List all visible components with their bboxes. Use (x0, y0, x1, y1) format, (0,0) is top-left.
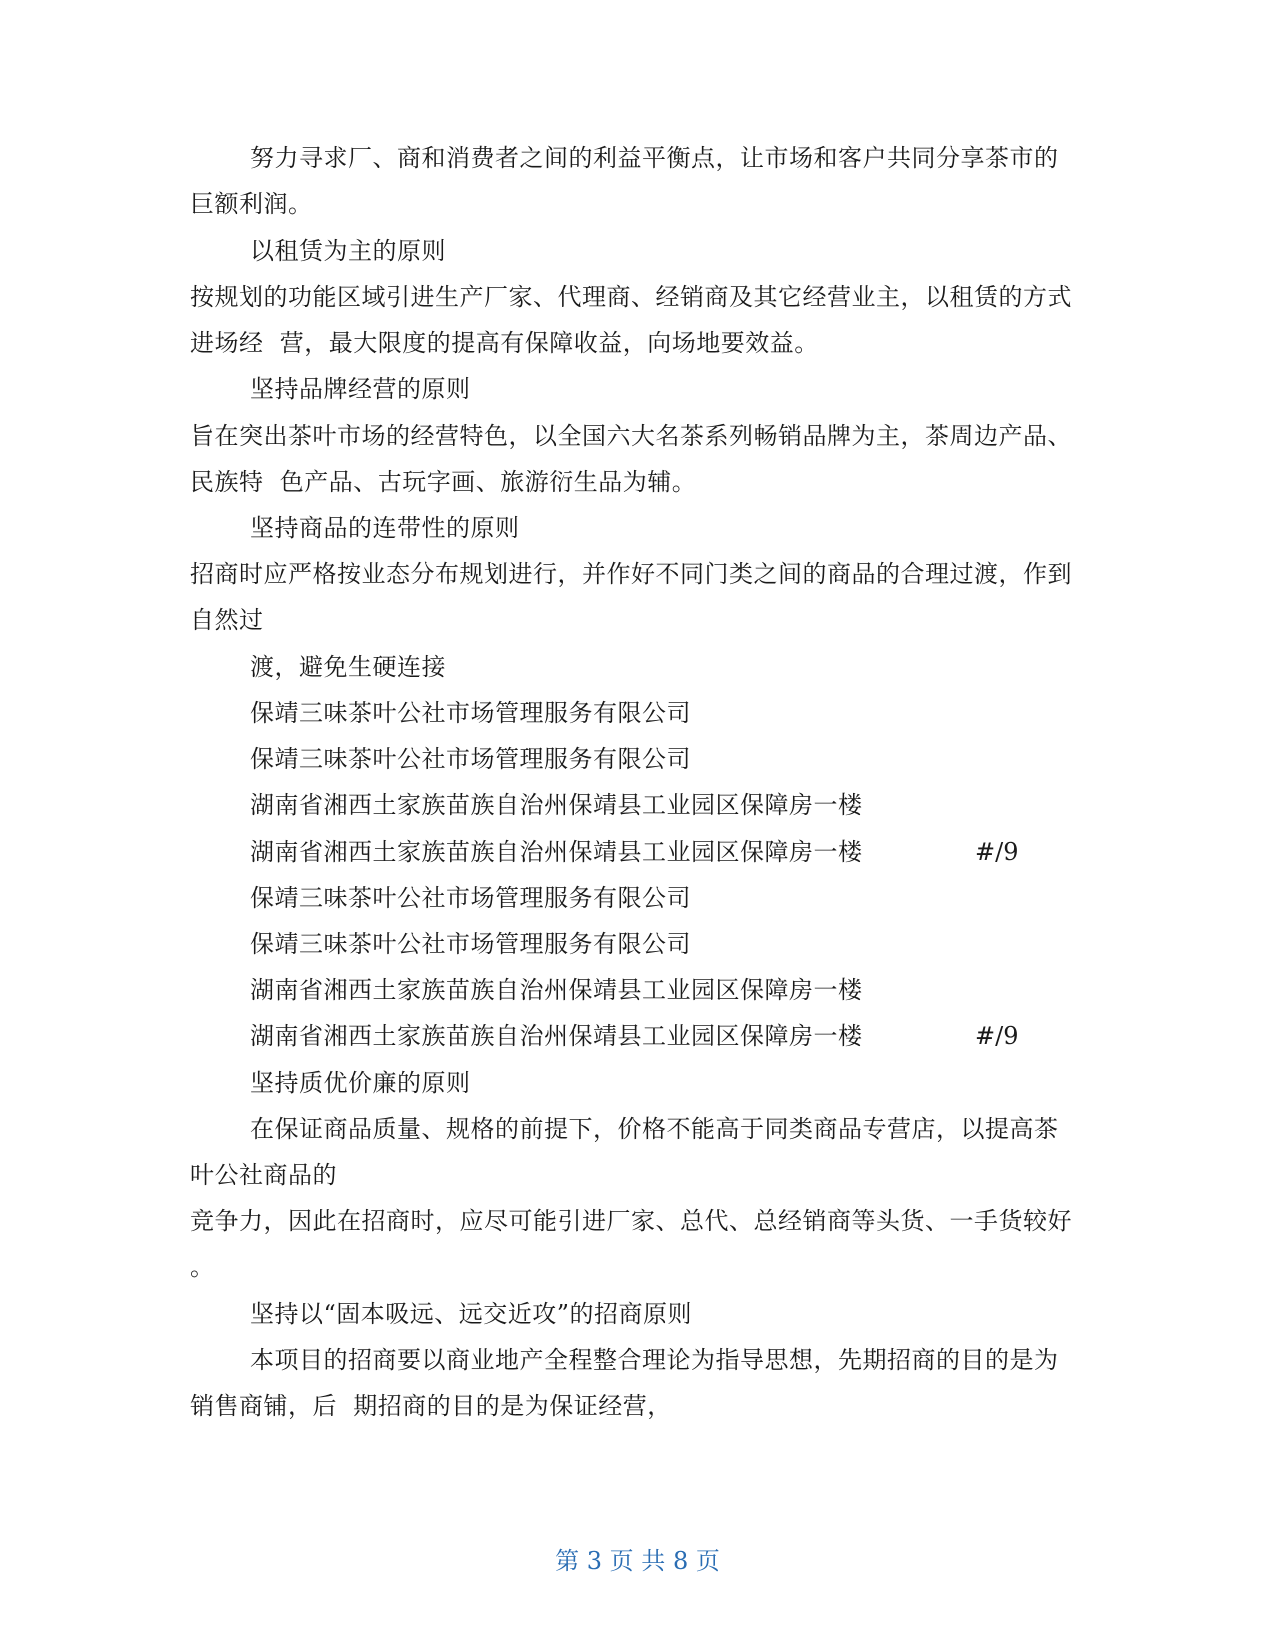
section-heading: 坚持以“固本吸远、远交近攻”的招商原则 (250, 1300, 693, 1328)
section-heading: 坚持质优价廉的原则 (250, 1069, 471, 1097)
paragraph-line: 。 (190, 1253, 215, 1281)
paragraph-line: 努力寻求厂、商和消费者之间的利益平衡点，让市场和客户共同分享茶市的 (250, 144, 1059, 172)
paragraph-line: 在保证商品质量、规格的前提下，价格不能高于同类商品专营店，以提高茶 (250, 1115, 1059, 1143)
section-heading: 坚持品牌经营的原则 (250, 375, 471, 403)
company-name-line: 保靖三味茶叶公社市场管理服务有限公司 (250, 745, 691, 773)
paragraph-line: 巨额利润。 (190, 190, 313, 218)
paragraph-line: 本项目的招商要以商业地产全程整合理论为指导思想，先期招商的目的是为 (250, 1346, 1059, 1374)
section-heading: 以租赁为主的原则 (250, 237, 446, 265)
page-number-footer: 第 3 页 共 8 页 (555, 1547, 720, 1575)
company-name-line: 保靖三味茶叶公社市场管理服务有限公司 (250, 699, 691, 727)
paragraph-line: 渡，避免生硬连接 (250, 653, 446, 681)
company-name-line: 保靖三味茶叶公社市场管理服务有限公司 (250, 884, 691, 912)
paragraph-line: 竞争力，因此在招商时，应尽可能引进厂家、总代、总经销商等头货、一手货较好 (190, 1207, 1072, 1235)
address-line: 湖南省湘西土家族苗族自治州保靖县工业园区保障房一楼 (250, 791, 863, 819)
paragraph-line: 民族特 色产品、古玩字画、旅游衍生品为辅。 (190, 468, 697, 496)
address-line: 湖南省湘西土家族苗族自治州保靖县工业园区保障房一楼 (250, 1022, 863, 1050)
paragraph-line: 自然过 (190, 606, 264, 634)
paragraph-line: 进场经 营，最大限度的提高有保障收益，向场地要效益。 (190, 329, 819, 357)
section-heading: 坚持商品的连带性的原则 (250, 514, 520, 542)
company-name-line: 保靖三味茶叶公社市场管理服务有限公司 (250, 930, 691, 958)
paragraph-line: 旨在突出茶叶市场的经营特色，以全国六大名茶系列畅销品牌为主，茶周边产品、 (190, 422, 1072, 450)
paragraph-line: 销售商铺，后 期招商的目的是为保证经营， (190, 1392, 672, 1420)
address-line: 湖南省湘西土家族苗族自治州保靖县工业园区保障房一楼 (250, 976, 863, 1004)
paragraph-line: 按规划的功能区域引进生产厂家、代理商、经销商及其它经营业主，以租赁的方式 (190, 283, 1072, 311)
paragraph-line: 招商时应严格按业态分布规划进行，并作好不同门类之间的商品的合理过渡，作到 (190, 560, 1072, 588)
page-ref-marker: #/9 (975, 838, 1019, 866)
address-line: 湖南省湘西土家族苗族自治州保靖县工业园区保障房一楼 (250, 838, 863, 866)
page-ref-marker: #/9 (975, 1022, 1019, 1050)
paragraph-line: 叶公社商品的 (190, 1161, 337, 1189)
